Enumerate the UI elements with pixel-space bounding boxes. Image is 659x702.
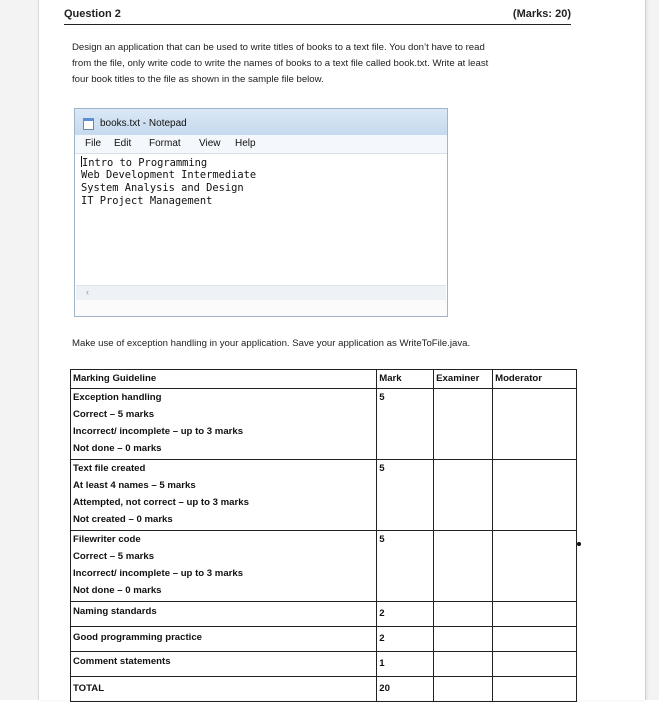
moderator-cell [493,627,577,652]
notepad-line: Web Development Intermediate [81,169,257,181]
question-header [64,8,571,25]
mark-cell: 2 [377,602,434,627]
examiner-cell [434,652,493,677]
notepad-line: Intro to Programming [82,157,208,169]
notepad-title: books.txt - Notepad [100,118,187,129]
stray-dot [577,542,581,546]
table-row [71,531,577,602]
moderator-cell [493,677,577,702]
intro-line: Design an application that can be used to write titles of books to a text file. You don’t have to read [72,42,485,53]
mark-cell: 1 [377,652,434,677]
mark-cell: 2 [377,627,434,652]
menu-file: File [85,138,102,149]
examiner-cell [434,389,493,460]
guideline-cell: Filewriter code Correct – 5 marks Incorrect/ incomplete – up to 3 marks Not done – 0 marks [71,531,377,602]
moderator-cell [493,389,577,460]
moderator-cell [493,652,577,677]
intro-paragraph [72,40,564,88]
moderator-cell [493,531,577,602]
instruction-paragraph: Make use of exception handling in your application. Save your application as WriteToFile.java. [72,338,471,349]
mark-cell: 20 [377,677,434,702]
table-row [71,652,577,677]
menu-help: Help [235,138,256,149]
notepad-horizontal-scrollbar [76,285,446,300]
question-marks: (Marks: 20) [512,8,571,20]
examiner-cell [434,531,493,602]
menu-view: View [199,138,221,149]
examiner-cell [434,460,493,531]
header-moderator: Moderator [493,370,577,389]
examiner-cell [434,627,493,652]
notepad-text-area [81,156,443,208]
notepad-line: IT Project Management [81,195,213,207]
notepad-menubar [75,135,447,154]
guideline-cell: Naming standards [71,602,377,627]
notepad-titlebar [75,109,447,135]
guideline-cell: Text file created At least 4 names – 5 marks Attempted, not correct – up to 3 marks Not created – 0 marks [71,460,377,531]
header-mark: Mark [377,370,434,389]
guideline-cell: Good programming practice [71,627,377,652]
mark-cell: 5 [377,531,434,602]
notepad-icon [83,118,94,130]
guideline-cell: Comment statements [71,652,377,677]
intro-line: from the file, only write code to write the names of books to a text file called book.txt. Write at least [72,58,489,69]
question-title: Question 2 [64,8,121,20]
intro-line: four book titles to the file as shown in the sample file below. [72,74,324,85]
examiner-cell [434,602,493,627]
moderator-cell [493,602,577,627]
mark-cell: 5 [377,460,434,531]
guideline-cell: Exception handling Correct – 5 marks Incorrect/ incomplete – up to 3 marks Not done – 0 marks [71,389,377,460]
marking-guideline-table [70,369,577,702]
header-guideline: Marking Guideline [71,370,377,389]
menu-format: Format [149,138,181,149]
moderator-cell [493,460,577,531]
table-row [71,677,577,702]
guideline-cell: TOTAL [71,677,377,702]
notepad-bottom-strip [75,300,447,316]
notepad-screenshot [74,108,448,317]
notepad-line: System Analysis and Design [81,182,244,194]
table-row [71,460,577,531]
scroll-left-arrow-icon: ‹ [86,287,89,297]
table-header-row [71,370,577,389]
table-row [71,602,577,627]
examiner-cell [434,677,493,702]
mark-cell: 5 [377,389,434,460]
table-row [71,389,577,460]
table-row [71,627,577,652]
header-examiner: Examiner [434,370,493,389]
menu-edit: Edit [114,138,132,149]
